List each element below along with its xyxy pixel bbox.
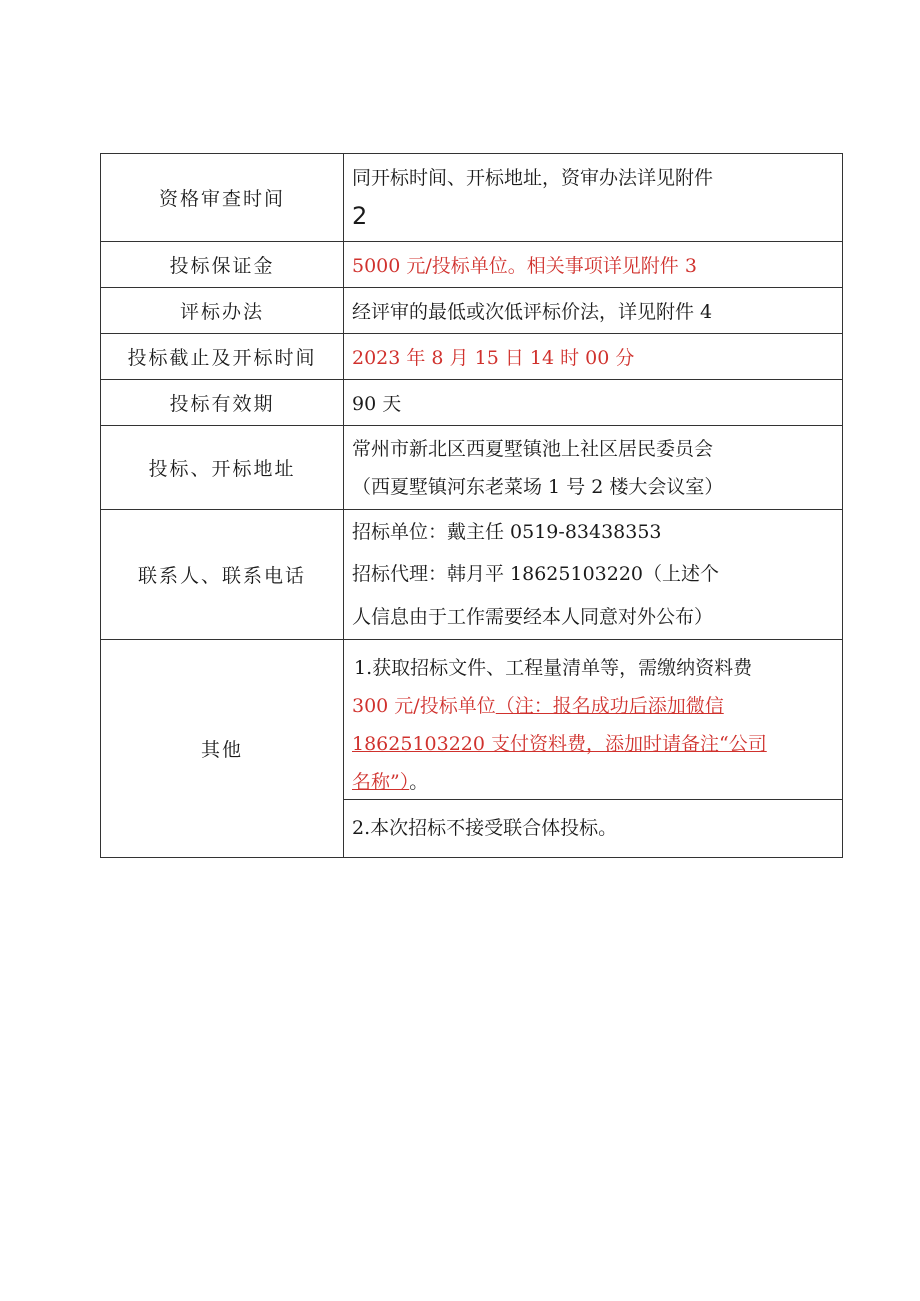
other-item-1-line-3: 18625103220 支付资料费，添加时请备注“公司 (352, 733, 767, 755)
row-qualification-time (101, 154, 843, 242)
fee-note-end: 名称”） (352, 771, 410, 793)
address-line-1: 常州市新北区西夏墅镇池上社区居民委员会 (352, 437, 714, 460)
row-evaluation-method (101, 288, 843, 334)
value-bid-bond: 5000 元/投标单位。相关事项详见附件 3 (344, 242, 843, 288)
fee-note-period: 。 (409, 771, 429, 793)
other-item-1-line-2 (352, 687, 842, 725)
value-qualification-time (344, 154, 843, 242)
fee-note-start: （注：报名成功后添加微信 (495, 695, 724, 717)
value-validity: 90 天 (344, 380, 843, 426)
label-qualification-time: 资格审查时间 (101, 154, 344, 242)
label-bid-bond: 投标保证金 (101, 242, 344, 288)
label-evaluation-method: 评标办法 (101, 288, 344, 334)
label-other: 其他 (101, 640, 344, 858)
contact-line-1: 招标单位：戴主任 0519-83438353 (352, 521, 662, 543)
other-item-1-line-4 (352, 763, 842, 801)
tender-info-table (100, 153, 843, 858)
value-evaluation-method: 经评审的最低或次低评标价法，详见附件 4 (344, 288, 843, 334)
value-other (344, 640, 843, 858)
row-address (101, 426, 843, 510)
other-item-1-line-1: 1.获取招标文件、工程量清单等，需缴纳资料费 (354, 657, 753, 679)
value-deadline: 2023 年 8 月 15 日 14 时 00 分 (344, 334, 843, 380)
row-bid-bond (101, 242, 843, 288)
fee-amount: 300 元/投标单位 (352, 695, 496, 717)
qualification-line-2: 2 (352, 201, 368, 230)
label-validity: 投标有效期 (101, 380, 344, 426)
row-contact (101, 510, 843, 640)
label-contact: 联系人、联系电话 (101, 510, 344, 640)
address-line-2: （西夏墅镇河东老菜场 1 号 2 楼大会议室） (352, 475, 724, 498)
value-contact (344, 510, 843, 640)
row-other (101, 640, 843, 858)
contact-line-3: 人信息由于工作需要经本人同意对外公布） (352, 606, 714, 628)
row-deadline (101, 334, 843, 380)
qualification-line-1: 同开标时间、开标地址，资审办法详见附件 (352, 166, 714, 189)
label-address: 投标、开标地址 (101, 426, 344, 510)
contact-line-2: 招标代理：韩月平 18625103220（上述个 (352, 563, 720, 585)
other-item-2: 2.本次招标不接受联合体投标。 (352, 817, 618, 839)
other-item-1 (344, 640, 842, 800)
label-deadline: 投标截止及开标时间 (101, 334, 344, 380)
row-validity (101, 380, 843, 426)
value-address (344, 426, 843, 510)
